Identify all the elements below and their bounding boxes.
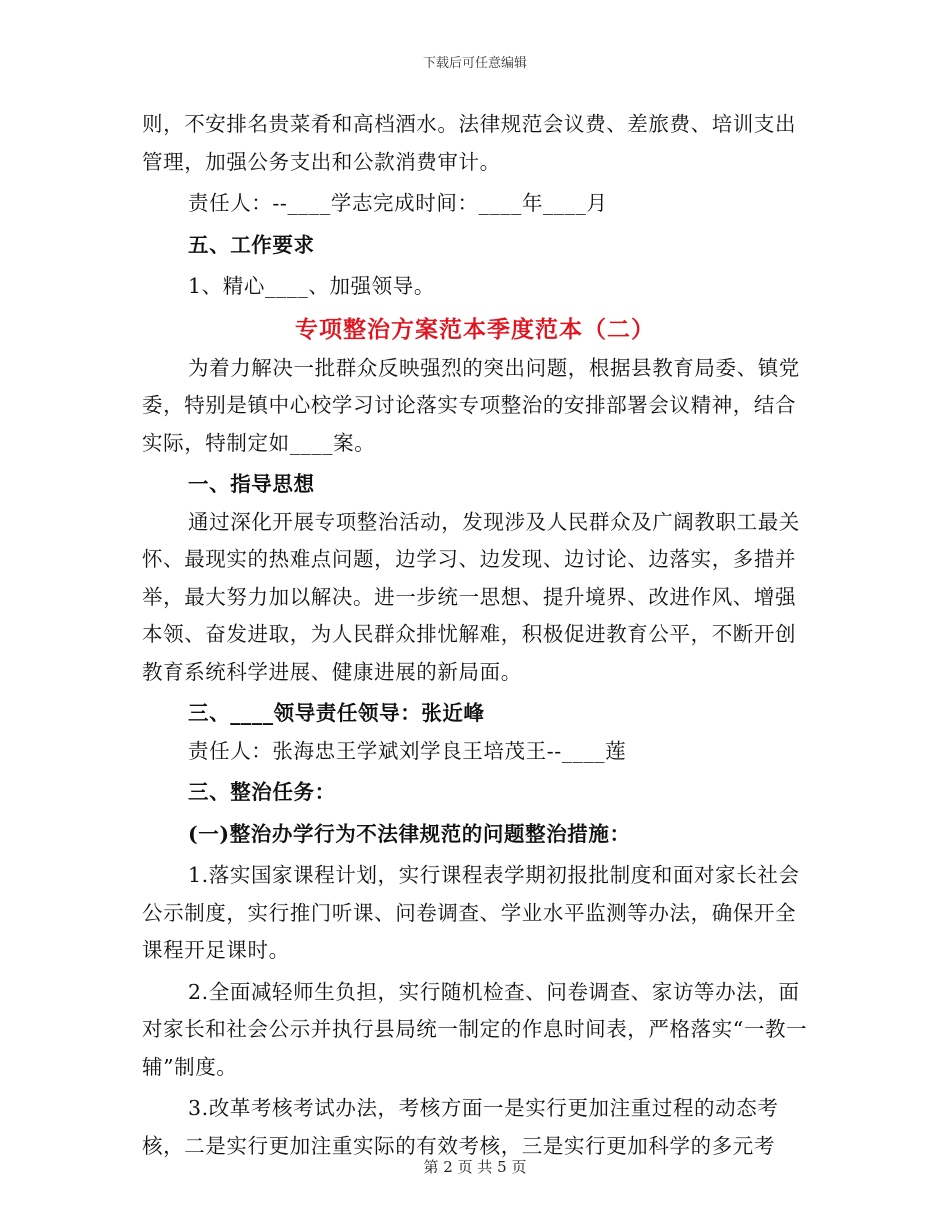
document-title: 专项整治方案范本季度范本（二）: [295, 315, 655, 343]
measure-3: 3.改革考核考试办法，考核方面一是实行更加注重过程的动态考核，二是实行更加注重实际的有效考核，三是实行更加科学的多元考: [142, 1096, 779, 1158]
subsection-heading-1: (一)整治办学行为不法律规范的问题整治措施：: [188, 821, 631, 846]
section-heading-work-requirements: 五、工作要求: [188, 232, 315, 257]
section-heading-tasks: 三、整治任务：: [188, 780, 336, 804]
document-body: [142, 106, 808, 1165]
section-heading-guiding-ideology: 一、指导思想: [188, 472, 315, 496]
guiding-ideology-paragraph: 通过深化开展专项整治活动，发现涉及人民群众及广阔教职工最关怀、最现实的热难点问题，边学习、边发现、边讨论、边落实，多措并举，最大努力加以解决。进一步统一思想、提升境界、改进作风、增强本领、奋发进取，为人民群众排忧解难，积极促进教育公平，不断开创教育系统科学进展、健康进展的新局面。: [142, 509, 800, 684]
list-item-1: 1、精心____、加强领导。: [188, 274, 435, 298]
section-heading-leadership: 三、____领导责任领导：张近峰: [188, 701, 485, 725]
page-header: 下载后可任意编辑: [422, 56, 527, 71]
measure-2: 2.全面减轻师生负担，实行随机检查、问卷调查、家访等办法，面对家长和社会公示并执行县局统一制定的作息时间表，严格落实“一教一辅”制度。: [142, 979, 808, 1079]
responsible-persons-line: 责任人：张海忠王学斌刘学良王培茂王--____莲: [188, 738, 627, 763]
responsible-person-line: 责任人：--____学志完成时间：____年____月: [188, 191, 608, 215]
page-footer: 第 2 页 共 5 页: [423, 1158, 527, 1176]
measure-1: 1.落实国家课程计划，实行课程表学期初报批制度和面对家长社会公示制度，实行推门听课、问卷调查、学业水平监测等办法，确保开全课程开足课时。: [142, 863, 800, 962]
intro-paragraph: 为着力解决一批群众反映强烈的突出问题，根据县教育局委、镇党委，特别是镇中心校学习讨论落实专项整治的安排部署会议精神，结合实际，特制定如____案。: [142, 355, 800, 455]
paragraph-continuation: 则，不安排名贵菜肴和高档酒水。法律规范会议费、差旅费、培训支出管理，加强公务支出和公款消费审计。: [142, 112, 797, 174]
